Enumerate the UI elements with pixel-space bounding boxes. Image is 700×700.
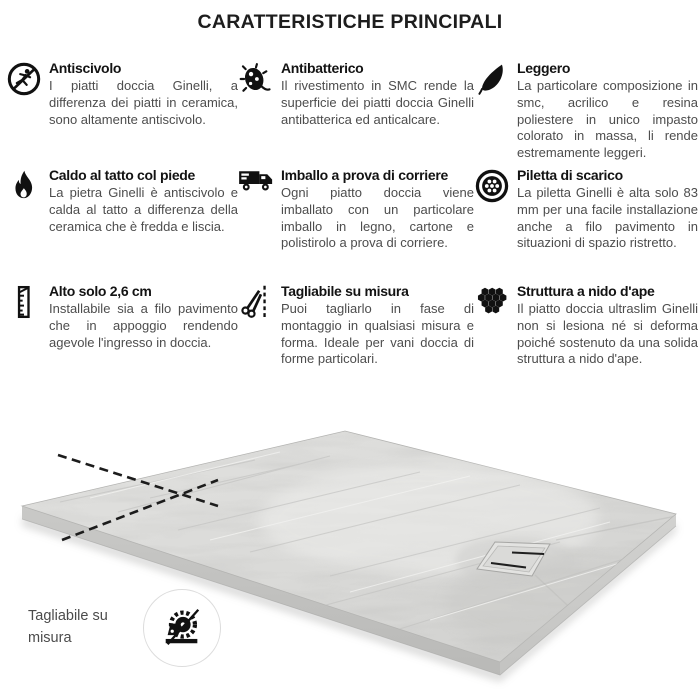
feature-item xyxy=(6,167,238,283)
feature-title: Antiscivolo xyxy=(49,60,122,76)
feature-title: Antibatterico xyxy=(281,60,364,76)
feature-description: Puoi tagliarlo in fase di montaggio in qualsiasi misura e forma. Ideale per vani doccia di forme particolari. xyxy=(281,301,474,367)
cut-to-size-badge xyxy=(28,589,221,667)
feature-title: Imballo a prova di corriere xyxy=(281,167,448,183)
feather-icon xyxy=(474,61,510,97)
feature-title: Caldo al tatto col piede xyxy=(49,167,196,183)
ruler-icon xyxy=(6,284,42,320)
page-title: CARATTERISTICHE PRINCIPALI xyxy=(197,11,503,33)
feature-title: Leggero xyxy=(517,60,571,76)
feature-description: Il piatto doccia ultraslim Ginelli non si lesiona né si deforma poiché sostenuto da una solida struttura a nido d'ape. xyxy=(517,301,698,367)
honeycomb-icon xyxy=(474,284,510,320)
bacteria-icon xyxy=(238,61,274,97)
feature-title: Tagliabile su misura xyxy=(281,283,409,299)
drain-icon xyxy=(474,168,510,204)
no-slip-icon xyxy=(6,61,42,97)
feature-item xyxy=(474,283,698,368)
badge-circle xyxy=(143,589,221,667)
feature-title: Alto solo 2,6 cm xyxy=(49,283,152,299)
delivery-truck-icon xyxy=(238,168,274,204)
feature-title: Piletta di scarico xyxy=(517,167,623,183)
feature-title: Struttura a nido d'ape xyxy=(517,283,655,299)
scissors-cut-icon xyxy=(238,284,274,320)
flame-icon xyxy=(6,168,42,204)
feature-description: La pietra Ginelli è antiscivolo e calda al tatto a differenza della ceramica che è fredda e liscia. xyxy=(49,185,238,234)
feature-item xyxy=(474,167,698,283)
circular-saw-icon xyxy=(159,603,205,654)
feature-description: I piatti doccia Ginelli, a differenza dei piatti in ceramica, sono altamente antiscivolo. xyxy=(49,78,238,127)
feature-item xyxy=(6,283,238,368)
feature-item xyxy=(238,167,474,283)
feature-description: Installabile sia a filo pavimento che in appoggio rendendo agevole l'ingresso in doccia. xyxy=(49,301,238,350)
feature-item xyxy=(6,60,238,167)
feature-description: La piletta Ginelli è alta solo 83 mm per una facile installazione anche a filo pavimento in situazioni di spazio ristretto. xyxy=(517,185,698,251)
feature-item xyxy=(474,60,698,167)
feature-description: Il rivestimento in SMC rende la superficie dei piatti doccia Ginelli antibatterica ed anticalcare. xyxy=(281,78,474,127)
feature-item xyxy=(238,283,474,368)
feature-description: La particolare composizione in smc, acrilico e resina poliestere in unico impasto colorato in massa, li rende estremamente leggeri. xyxy=(517,78,698,161)
features-grid xyxy=(6,60,698,368)
feature-description: Ogni piatto doccia viene imballato con un particolare imballo in legno, cartone e polistirolo a prova di corriere. xyxy=(281,185,474,251)
badge-label: Tagliabile su misura xyxy=(28,608,108,646)
feature-item xyxy=(238,60,474,167)
